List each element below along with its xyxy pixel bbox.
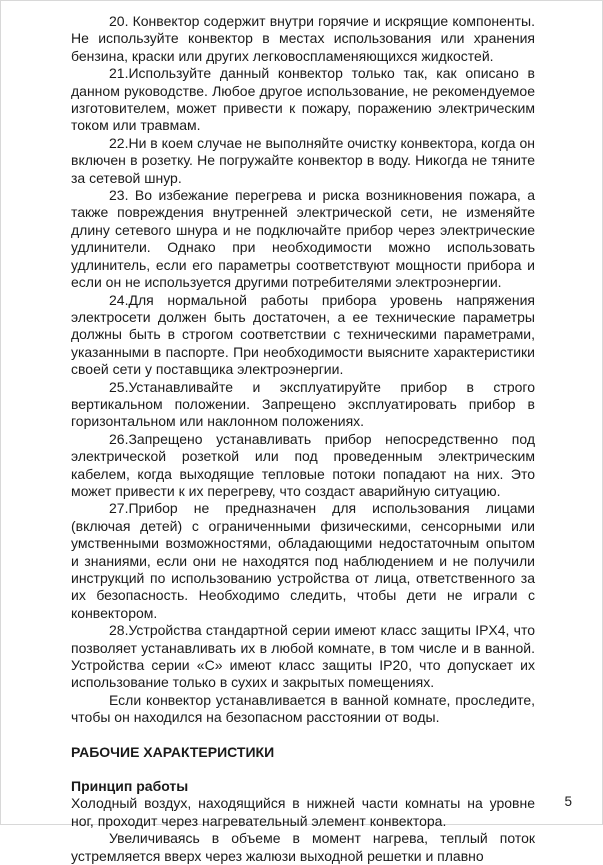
paragraph-20: 20. Конвектор содержит внутри горячие и искрящие компоненты. Не используйте конвектор в местах использования или хранения бензина, краски или других легковоспламеняющихся жидкостей. <box>71 13 535 64</box>
paragraph-26: 26.Запрещено устанавливать прибор непосредственно под электрической розеткой или под проведенным электрическим кабелем, когда выходящие тепловые потоки попадают на них. Это может привести к их перегреву, что создаст аварийную ситуацию. <box>71 430 535 499</box>
paragraph-principle-2: Увеличиваясь в объеме в момент нагрева, теплый поток устремляется вверх через жалюзи выходной решетки и плавно <box>71 830 535 864</box>
paragraph-25: 25.Устанавливайте и эксплуатируйте прибор в строго вертикальном положении. Запрещено эксплуатировать прибор в горизонтальном или наклонном положениях. <box>71 378 535 430</box>
paragraph-27: 27.Прибор не предназначен для использования лицами (включая детей) с ограниченными физическими, сенсорными или умственными возможностями, обладающими недостаточным опытом и знаниями, если они не находятся под наблюдением и не получили инструкций по использованию устройства от лица, ответственного за их безопасность. Необходимо следить, чтобы дети не играли с конвектором. <box>71 500 535 621</box>
paragraph-22: 22.Ни в коем случае не выполняйте очистку конвектора, когда он включен в розетку. Не погружайте конвектор в воду. Никогда не тяните за сетевой шнур. <box>71 134 535 186</box>
page-number: 5 <box>564 794 572 809</box>
subsection-heading-operating-principle: Принцип работы <box>71 778 189 795</box>
paragraph-bathroom-note: Если конвектор устанавливается в ванной комнате, проследите, чтобы он находился на безопасном расстоянии от воды. <box>71 691 535 726</box>
page-content <box>71 13 535 865</box>
paragraph-23: 23. Во избежание перегрева и риска возникновения пожара, а также повреждения внутренней электрической сети, не изменяйте длину сетевого шнура и не подключайте прибор через электрические удлинители. Однако при необходимости можно использовать удлинитель, если его параметры соответствуют мощности прибора и если он не используется другими потребителями электроэнергии. <box>71 187 535 291</box>
paragraph-28: 28.Устройства стандартной серии имеют класс защиты IPX4, что позволяет устанавливать их в любой комнате, в том числе и в ванной. Устройства серии «С» имеют класс защиты IP20, что допускает их использование только в сухих и закрытых помещениях. <box>71 622 535 691</box>
paragraph-24: 24.Для нормальной работы прибора уровень напряжения электросети должен быть достаточен, а ее технические параметры должны быть в строгом соответствии с техническими параметрами, указанными в паспорте. При необходимости выясните характеристики своей сети у поставщика электроэнергии. <box>71 291 535 378</box>
paragraph-principle-1: Холодный воздух, находящийся в нижней части комнаты на уровне ног, проходит через нагревательный элемент конвектора. <box>71 795 535 829</box>
paragraph-21: 21.Используйте данный конвектор только так, как описано в данном руководстве. Любое другое использование, не рекомендуемое изготовителем, может привести к пожару, поражению электрическим током или травмам. <box>71 65 535 134</box>
section-heading-working-characteristics: РАБОЧИЕ ХАРАКТЕРИСТИКИ <box>71 743 275 760</box>
